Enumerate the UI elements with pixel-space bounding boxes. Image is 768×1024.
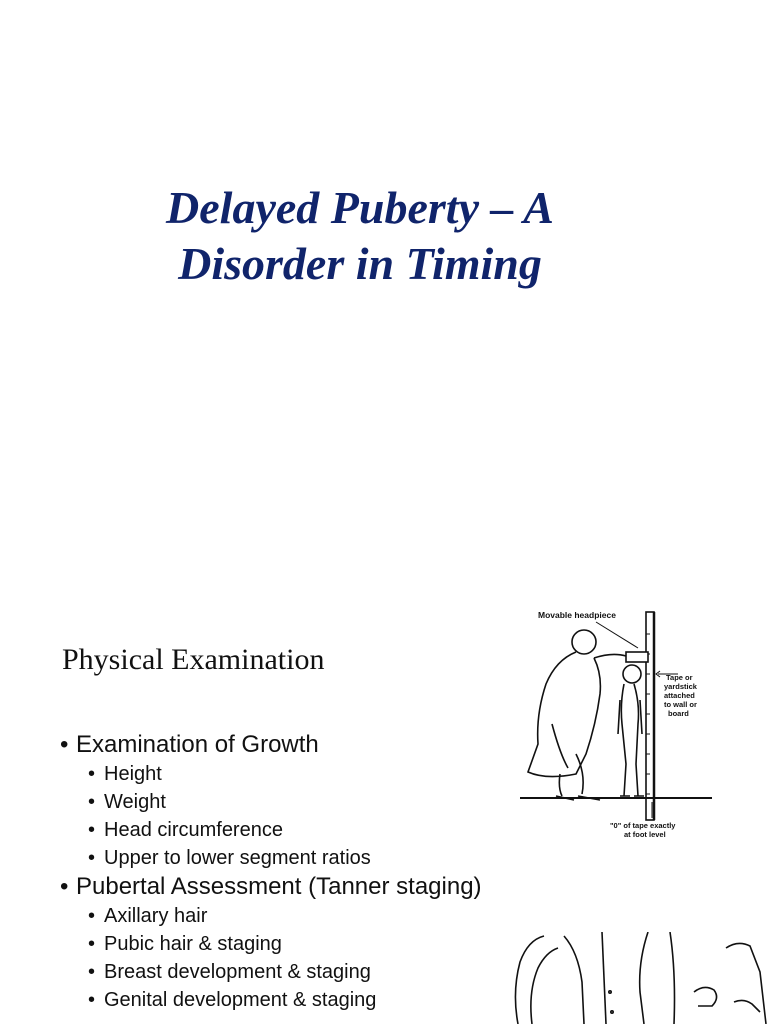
zero-label-line: "0" of tape exactly (610, 821, 676, 830)
tape-label-line: board (668, 709, 689, 718)
title-line-2: Disorder in Timing (178, 238, 542, 289)
sub-bullet-label: Upper to lower segment ratios (104, 847, 371, 869)
sub-bullet-label: Height (104, 763, 162, 785)
sub-bullet-item (60, 958, 482, 986)
bullet-label: Pubertal Assessment (Tanner staging) (76, 873, 482, 900)
sub-bullet-item (60, 930, 482, 958)
sub-bullet-item (60, 844, 482, 872)
bullet-icon: • (88, 819, 96, 841)
bullet-icon: • (88, 989, 96, 1011)
sub-bullet-item (60, 788, 482, 816)
sub-bullet-label: Pubic hair & staging (104, 933, 282, 955)
bullet-icon: • (88, 847, 96, 869)
bullet-list (60, 730, 482, 1014)
bullet-icon: • (88, 961, 96, 983)
tape-label-line: yardstick (664, 682, 697, 691)
sub-bullet-label: Genital development & staging (104, 989, 377, 1011)
bullet-item (60, 872, 482, 902)
sub-bullet-label: Breast development & staging (104, 961, 371, 983)
tape-label-line: attached (664, 691, 695, 700)
sub-bullet-label: Weight (104, 791, 166, 813)
sub-bullet-item (60, 816, 482, 844)
sub-bullet-label: Head circumference (104, 819, 283, 841)
sub-bullet-item (60, 986, 482, 1014)
height-measurement-illustration (516, 604, 716, 854)
bullet-item (60, 730, 482, 760)
title-line-1: Delayed Puberty – A (166, 182, 554, 233)
sub-bullet-label: Axillary hair (104, 905, 208, 927)
bullet-icon: • (88, 933, 96, 955)
bullet-label: Examination of Growth (76, 731, 319, 758)
tape-label-line: Tape or (666, 673, 693, 682)
bullet-icon: • (60, 873, 69, 900)
bullet-icon: • (88, 905, 96, 927)
bullet-icon: • (88, 763, 96, 785)
zero-label-line: at foot level (624, 830, 666, 839)
bullet-icon: • (60, 731, 69, 758)
slide-heading: Physical Examination (62, 643, 325, 676)
slide-title (60, 180, 660, 292)
bullet-icon: • (88, 791, 96, 813)
sub-bullet-item (60, 902, 482, 930)
tanner-assessment-illustration (498, 932, 768, 1024)
sub-bullet-item (60, 760, 482, 788)
tape-label-line: to wall or (664, 700, 697, 709)
content-slide (0, 576, 768, 1024)
headpiece-label: Movable headpiece (538, 610, 616, 620)
